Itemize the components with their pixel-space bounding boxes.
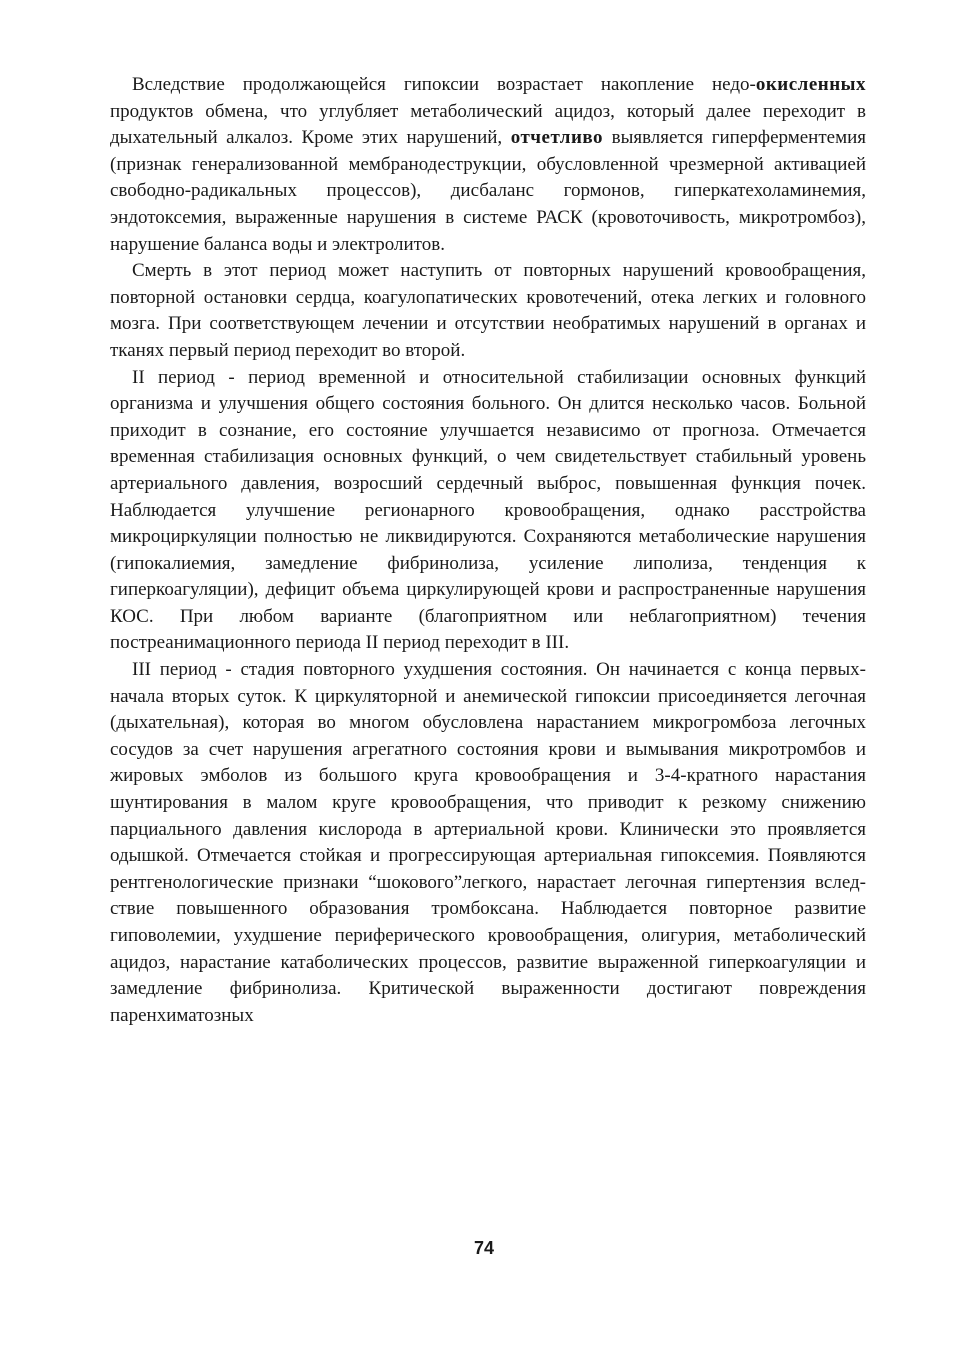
paragraph-1-text-a: Вследствие продолжающейся гипоксии возрастает накопление недо- — [132, 74, 756, 95]
paragraph-2: Смерть в этот период может наступить от повторных нарушений кровообращения, повторной остановки сердца, коагулопатических кровотечений, отека легких и головного мозга. При соответствующем лечении и отсутствии необратимых нарушений в органах и тканях первый период переходит во второй. — [110, 260, 866, 361]
bold-term-okislennyh: окисленных — [755, 74, 866, 95]
bold-term-otchetlivo: отчетливо — [510, 127, 604, 149]
paragraph-1 — [110, 72, 866, 258]
paragraph-3: II период - период временной и относительной стабилизации основных функций организма и улучшения общего состояния больного. Он длится несколько часов. Больной приходит в сознание, его состояние улучшается независимо от прогноза. Отмечается временная стабилизация основных функций, о чем свидетельствует стабильный уровень артериального давления, возросший сердечный выброс, повышенная функция почек. Наблюдается улучшение регионарного кровообращения, однако расстройства микроциркуляции полностью не ликвидируются. Сохраняются метаболические нарушения (гипокалиемия, замедление фибринолиза, усиление липолиза, тенденция к гиперкоагуляции), дефицит объема циркулирующей крови и распространенные нарушения КОС. При любом варианте (благоприятном или неблагоприятном) течения постреанимационного периода II период переходит в III. — [110, 366, 866, 654]
paragraph-1-text-c: выявляется гиперферментемия (признак генерализованной мембранодеструкции, обусловленной чрезмерной активацией свободно-радикальных процессов), дисбаланс гормонов, гиперкатехоламинемия, эндотоксемия, выраженные нарушения в системе РАСК (кровоточивость, микротромбоз), нарушение баланса воды и электролитов. — [110, 127, 867, 255]
paragraph-4: III период - стадия повторного ухудшения состояния. Он начинается с конца первых-начала вторых суток. К циркуляторной и анемической гипоксии присоединяется легочная (дыхательная), которая во многом обусловлена нарастанием микрогромбоза легочных сосудов за счет нарушения агрегатного состояния крови и вымывания микротромбов и жировых эмболов из большого круга кровообращения и 3-4-кратного нарастания шунтирования в малом круге кровообращения, что приводит к резкому снижению парциального давления кислорода в артериальной крови. Клинически это проявляется одышкой. Отмечается стойкая и прогрессирующая артериальная гипоксемия. Появляются рентгенологические признаки “шокового”легкого, нарастает легочная гипертензия вследствие повышенного образования тромбоксана. Наблюдается повторное развитие гиповолемии, ухудшение периферического кровообращения, олигурия, метаболический ацидоз, нарастание катаболических процессов, развитие выраженной гиперкоагуляции и замедление фибринолиза. Критической выраженности достигают повреждения паренхиматозных — [110, 659, 866, 1026]
paragraph-1-text-b: продуктов обмена, что углубляет метаболический ацидоз, который далее переходит в дыхательный алкалоз. Кроме этих нарушений, — [110, 100, 866, 149]
document-body — [110, 72, 866, 1029]
page-number: 74 — [473, 1238, 495, 1258]
